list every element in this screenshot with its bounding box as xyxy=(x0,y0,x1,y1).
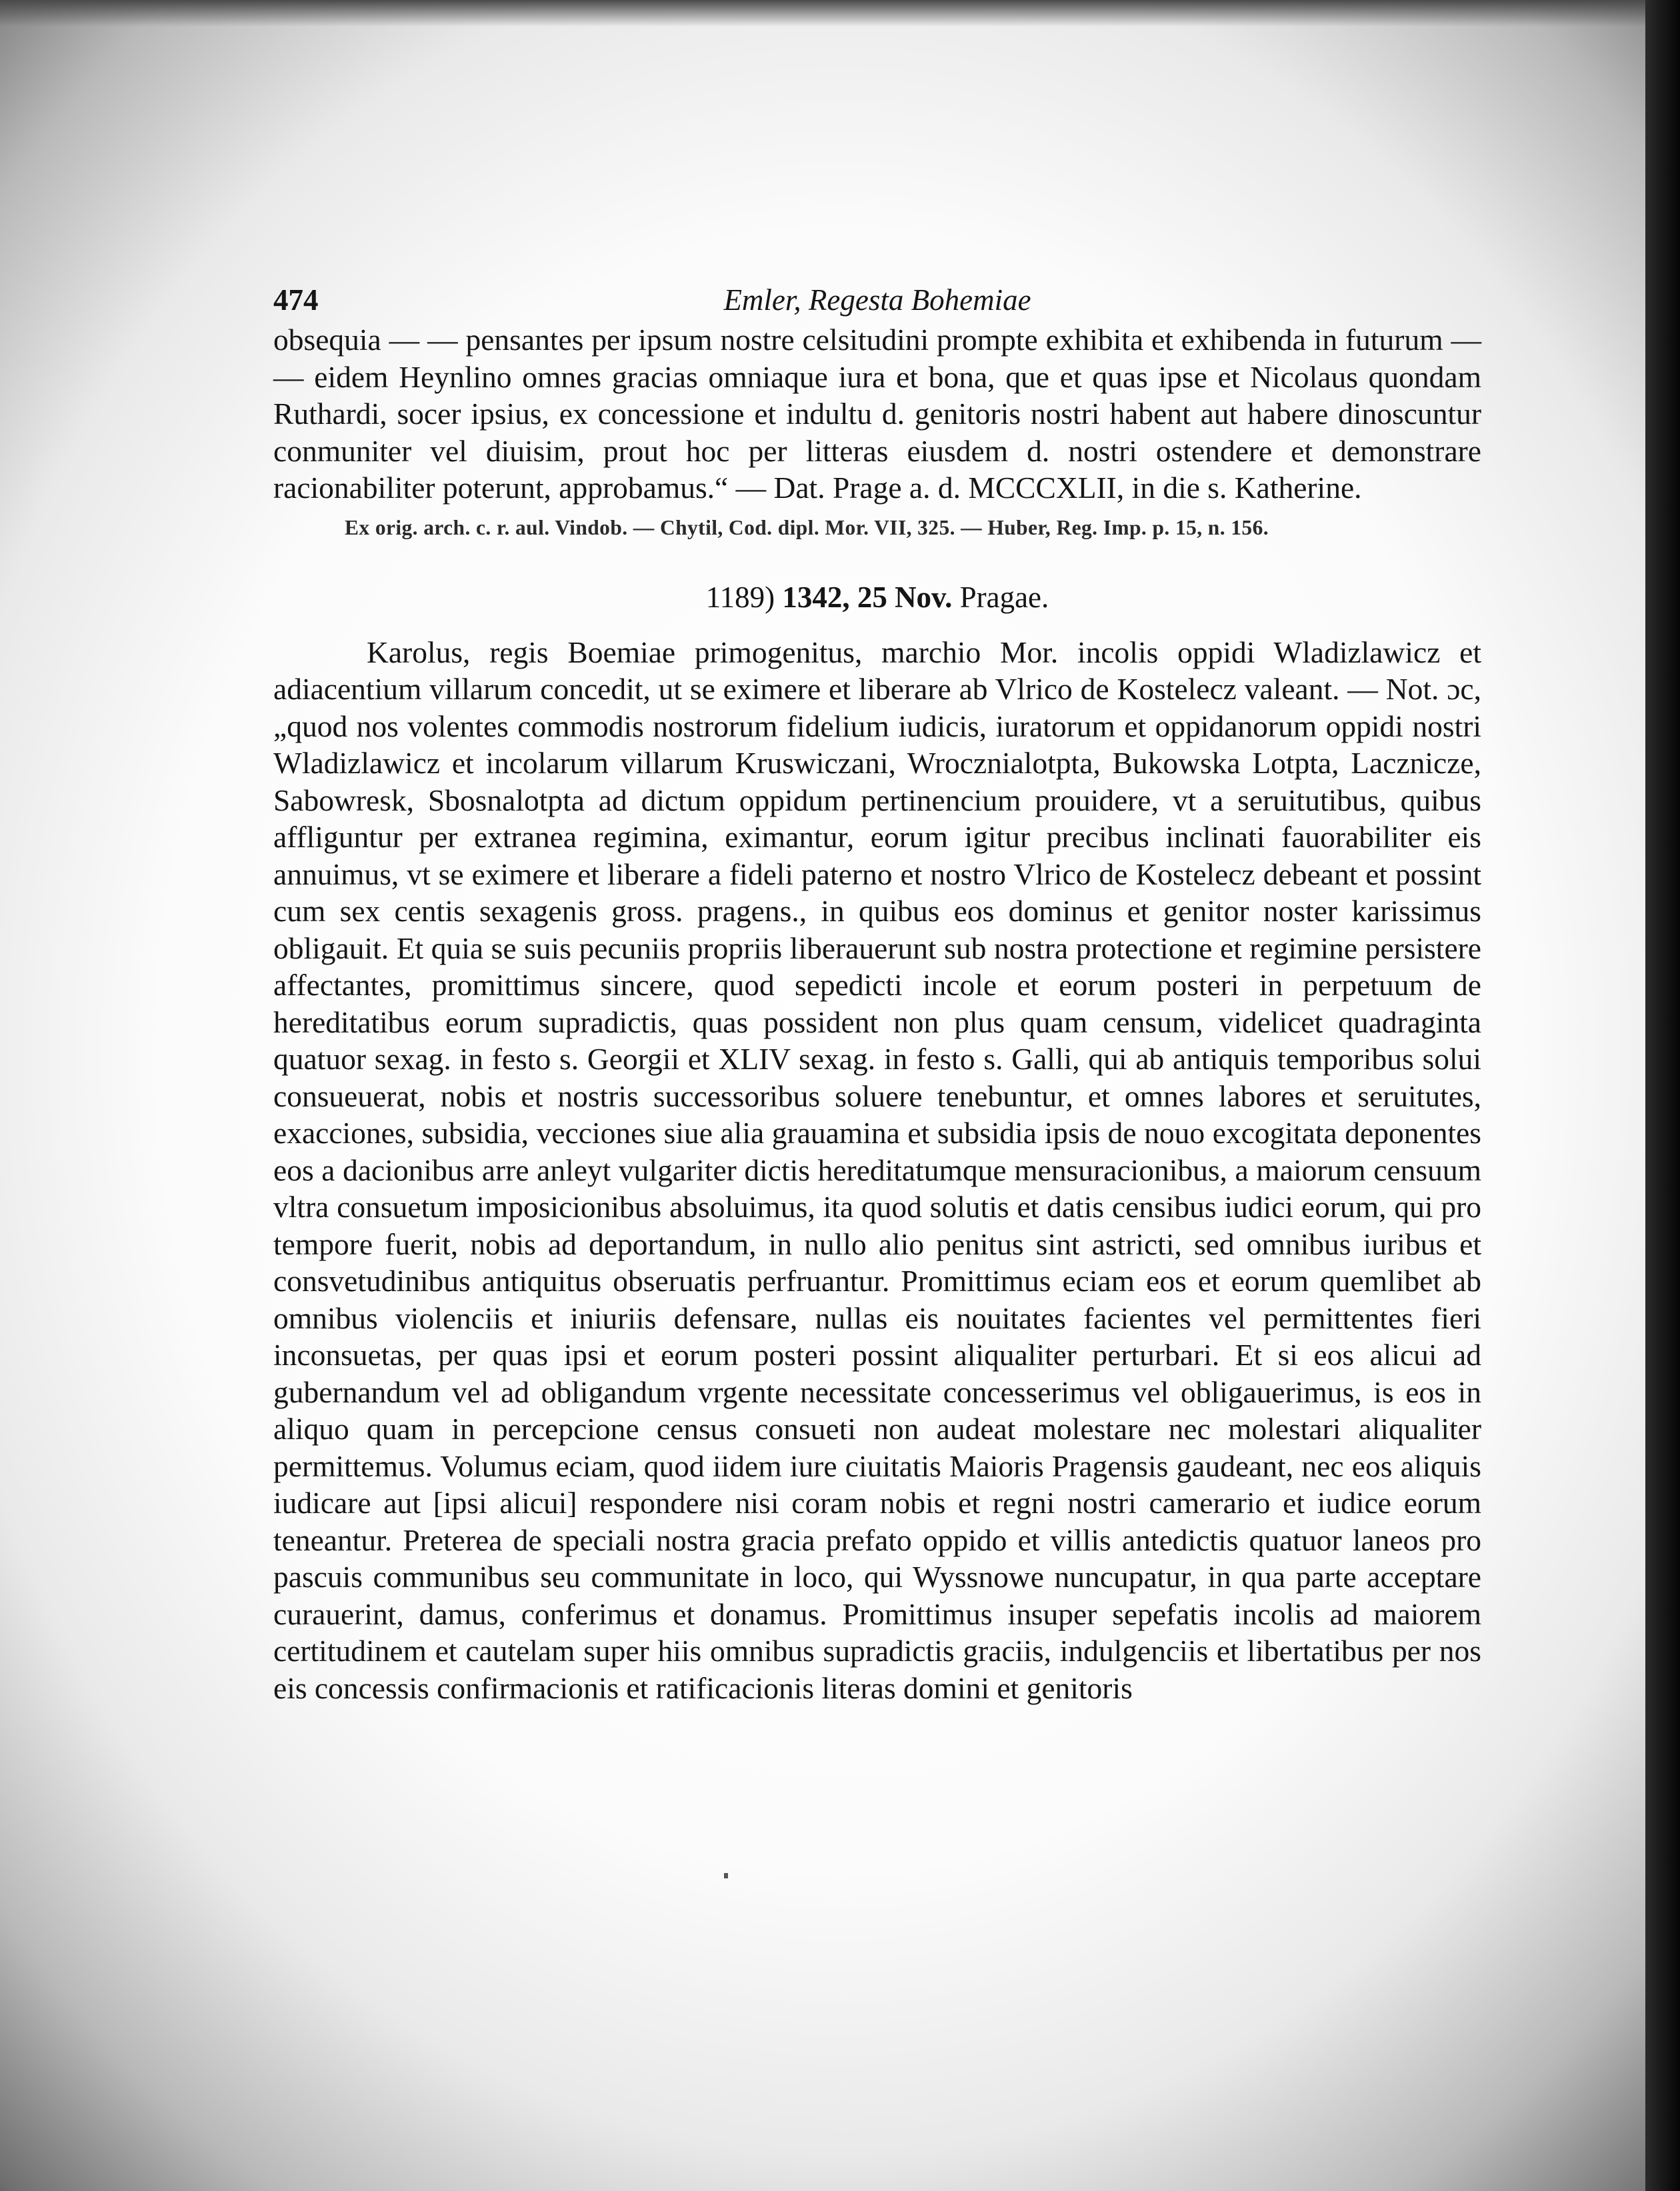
previous-entry-source: Ex orig. arch. c. r. aul. Vindob. — Chytil, Cod. dipl. Mor. VII, 325. — Huber, Reg. Imp. p. 15, n. 156. xyxy=(345,515,1269,539)
scan-right-border xyxy=(1645,0,1680,2191)
entry-number: 1189) xyxy=(705,580,775,614)
scan-top-shadow xyxy=(0,0,1680,27)
page-number: 474 xyxy=(273,283,319,317)
page-header xyxy=(273,280,1481,320)
scan-speck xyxy=(724,1873,728,1878)
entry-body: Karolus, regis Boemiae primogenitus, marchio Mor. incolis oppidi Wladizlawicz et adiacentium villarum concedit, ut se eximere et liberare ab Vlrico de Kostelecz valeant. — Not. ɔc, „quod nos volentes commodis nostrorum fidelium iudicis, iuratorum et oppidanorum oppidi nostri Wladizlawicz et incolarum villarum Kruswiczani, Wrocznialotpta, Bukowska Lotpta, Lacznicze, Sabowresk, Sbosnalotpta ad dictum oppidum pertinencium prouidere, vt a seruitutibus, quibus affliguntur per extranea regimina, eximantur, eorum igitur precibus inclinati fauorabiliter eis annuimus, vt se eximere et liberare a fideli paterno et nostro Vlrico de Kostelecz debeant et possint cum sex centis sexagenis gross. pragens., in quibus eos dominus et genitor noster karissimus obligauit. Et quia se suis pecuniis propriis liberauerunt sub nostra protectione et regimine persistere affectantes, promittimus sincere, quod sepedicti incole et eorum posteri in perpetuum de hereditatibus eorum supradictis, quas possident non plus quam censum, videlicet quadraginta quatuor sexag. in festo s. Georgii et XLIV sexag. in festo s. Galli, qui ab antiquis temporibus solui consueuerat, nobis et nostris successoribus soluere tenebuntur, et omnes labores et seruitutes, exacciones, subsidia, vecciones siue alia grauamina et subsidia ipsis de nouo excogitata deponentes eos a dacionibus arre anleyt vulgariter dictis hereditatumque mensuracionibus, a maiorum censuum vltra consuetum imposicionibus absoluimus, ita quod solutis et datis censibus iudici eorum, qui pro tempore fuerit, nobis ad deportandum, in nullo alio penitus sint astricti, sed omnibus iuribus et consvetudinibus antiquitus obseruatis perfruantur. Promittimus eciam eos et eorum quemlibet ab omnibus violenciis et iniuriis defensare, nullas eis nouitates facientes vel permittentes fieri inconsuetas, per quas ipsi et eorum posteri possint aliqualiter perturbari. Et si eos alicui ad gubernandum vel ad obligandum vrgente necessitate concesserimus vel obligauerimus, is eos in aliquo quam in percepcione census consueti non audeat molestare nec molestari aliqualiter permittemus. Volumus eciam, quod iidem iure ciuitatis Maioris Pragensis gaudeant, nec eos aliquis iudicare aut [ipsi alicui] respondere nisi coram nobis et regni nostri camerario et iudice eorum teneantur. Preterea de speciali nostra gracia prefato oppido et villis antedictis quatuor laneos pro pascuis communibus seu communitate in loco, qui Wyssnowe nuncupatur, in qua parte acceptare curauerint, damus, conferimus et donamus. Promittimus insuper sepefatis incolis ad maiorem certitudinem et cautelam super hiis omnibus supradictis graciis, indulgenciis et libertatibus per nos eis concessis confirmacionis et ratificacionis literas domini et genitoris xyxy=(273,635,1481,1705)
previous-entry-text: obsequia — — pensantes per ipsum nostre celsitudini prompte exhibita et exhibenda in futurum — — eidem Heynlino omnes gracias omniaque iura et bona, que et quas ipse et Nicolaus quondam Ruthardi, socer ipsius, ex concessione et indultu d. genitoris nostri habent aut habere dinoscuntur conmuniter vel diuisim, prout hoc per litteras eiusdem d. nostri ostendere et demonstrare racionabiliter poterunt, approbamus.“ — Dat. Prage a. d. MCCCXLII, in die s. Katherine. xyxy=(273,323,1481,505)
running-title: Emler, Regesta Bohemiae xyxy=(723,283,1031,317)
entry-date: 1342, 25 Nov. xyxy=(782,580,953,614)
page-content xyxy=(273,280,1481,1706)
entry-heading xyxy=(273,577,1481,617)
entry-place: Pragae. xyxy=(959,580,1049,614)
